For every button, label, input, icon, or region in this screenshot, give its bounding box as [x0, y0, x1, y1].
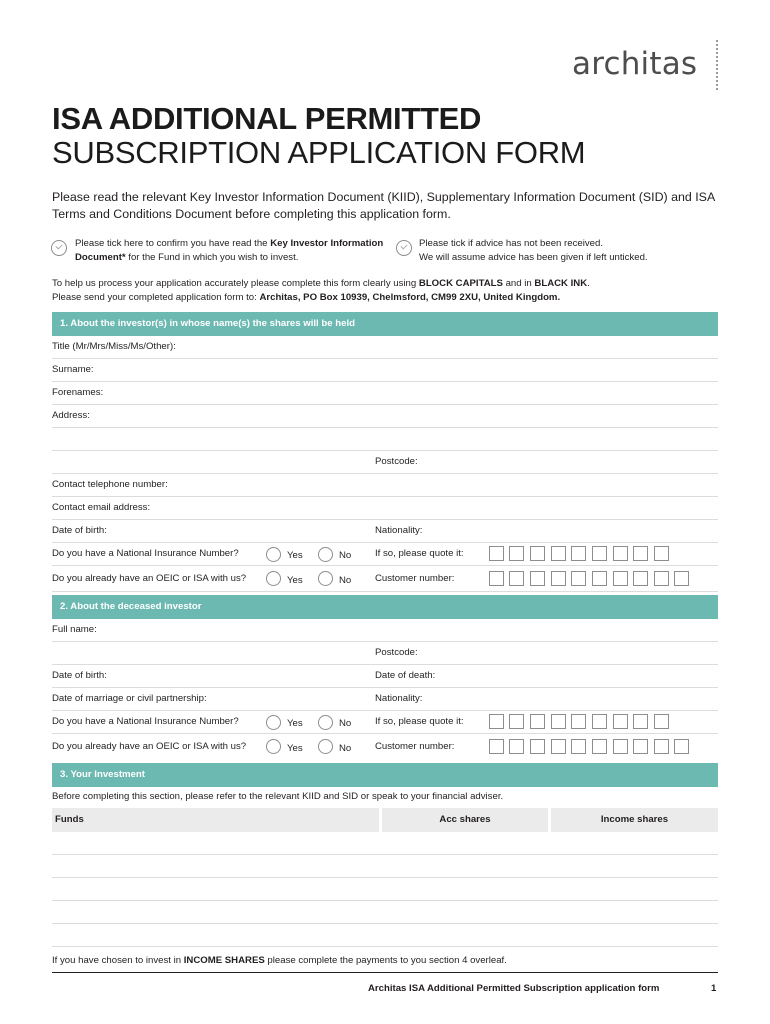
deceased-ni-row: Do you have a National Insurance Number? Yes No If so, please quote it:	[52, 711, 718, 734]
customer-number-label: Customer number:	[375, 573, 455, 584]
deceased-customer-number-box[interactable]	[551, 739, 566, 754]
oeic-row: Do you already have an OEIC or ISA with us? Yes No Customer number:	[52, 566, 718, 592]
surname-field[interactable]: Surname:	[52, 359, 718, 382]
ni-char-box[interactable]	[530, 546, 545, 561]
deceased-ni-char-box[interactable]	[613, 714, 628, 729]
customer-number-box[interactable]	[489, 571, 504, 586]
deceased-dod-label: Date of death:	[375, 670, 436, 681]
ni-char-box[interactable]	[551, 546, 566, 561]
instructions-line2: Please send your completed application form to: Architas, PO Box 10939, Chelmsford, CM99 2XU, United Kingdom.	[52, 291, 561, 303]
deceased-customer-number-box[interactable]	[633, 739, 648, 754]
deceased-ni-quote-label: If so, please quote it:	[375, 716, 464, 727]
customer-number-box[interactable]	[571, 571, 586, 586]
customer-number-box[interactable]	[509, 571, 524, 586]
ni-char-box[interactable]	[633, 546, 648, 561]
marriage-date-label: Date of marriage or civil partnership:	[52, 693, 207, 704]
deceased-marriage-row	[52, 688, 718, 711]
customer-number-box[interactable]	[613, 571, 628, 586]
investment-table-row[interactable]	[52, 901, 718, 924]
architas-logo: architas	[572, 46, 698, 82]
dob-label: Date of birth:	[52, 525, 107, 536]
ni-quote-label: If so, please quote it:	[375, 548, 464, 559]
no-advice-checkbox[interactable]	[396, 240, 412, 256]
address-postcode-row	[52, 451, 718, 474]
page-number: 1	[711, 983, 717, 994]
deceased-ni-char-box[interactable]	[551, 714, 566, 729]
ni-char-box[interactable]	[571, 546, 586, 561]
address-line3-field[interactable]	[52, 451, 370, 473]
oeic-question: Do you already have an OEIC or ISA with us?	[52, 573, 247, 584]
deceased-dates-row	[52, 665, 718, 688]
ni-yes-radio[interactable]	[266, 547, 281, 562]
kiid-confirm-label: Please tick here to confirm you have read the Key Investor Information Document* for the Fund in which you wish to invest.	[75, 238, 384, 263]
no-advice-line2: We will assume advice has been given if left unticked.	[419, 251, 648, 263]
ni-row: Do you have a National Insurance Number? Yes No If so, please quote it:	[52, 543, 718, 566]
form-title-line2: SUBSCRIPTION APPLICATION FORM	[52, 135, 586, 170]
deceased-oeic-row: Do you already have an OEIC or ISA with us? Yes No Customer number:	[52, 734, 718, 760]
investment-table-row[interactable]	[52, 878, 718, 901]
deceased-customer-number-box[interactable]	[530, 739, 545, 754]
dob-nationality-row	[52, 520, 718, 543]
col-income-header: Income shares	[551, 808, 718, 832]
postcode-label: Postcode:	[375, 456, 418, 467]
section3-header: 3. Your Investment	[52, 763, 718, 787]
address-line2-field[interactable]	[52, 428, 718, 451]
title-field[interactable]: Title (Mr/Mrs/Miss/Ms/Other):	[52, 336, 718, 359]
oeic-no-radio[interactable]	[318, 571, 333, 586]
deceased-ni-yes-radio[interactable]	[266, 715, 281, 730]
deceased-postcode-label: Postcode:	[375, 647, 418, 658]
investment-table-row[interactable]	[52, 924, 718, 947]
ni-question: Do you have a National Insurance Number?	[52, 548, 239, 559]
footer-title: Architas ISA Additional Permitted Subscription application form	[368, 983, 660, 994]
customer-number-box[interactable]	[654, 571, 669, 586]
logo-dots-decoration	[716, 40, 718, 90]
deceased-oeic-question: Do you already have an OEIC or ISA with us?	[52, 741, 247, 752]
deceased-name-line2-field[interactable]	[52, 642, 370, 664]
investment-table-header	[52, 808, 718, 832]
no-advice-line1: Please tick if advice has not been received.	[419, 238, 603, 249]
deceased-ni-char-box[interactable]	[571, 714, 586, 729]
ni-char-box[interactable]	[613, 546, 628, 561]
deceased-ni-char-box[interactable]	[633, 714, 648, 729]
income-shares-footnote: If you have chosen to invest in INCOME SHARES please complete the payments to you section 4 overleaf.	[52, 955, 507, 966]
customer-number-box[interactable]	[551, 571, 566, 586]
deceased-customer-number-box[interactable]	[509, 739, 524, 754]
deceased-customer-number-box[interactable]	[489, 739, 504, 754]
ni-char-box[interactable]	[509, 546, 524, 561]
deceased-customer-number-box[interactable]	[613, 739, 628, 754]
deceased-customer-number-label: Customer number:	[375, 741, 455, 752]
customer-number-box[interactable]	[592, 571, 607, 586]
address-field[interactable]: Address:	[52, 405, 718, 428]
deceased-ni-no-radio[interactable]	[318, 715, 333, 730]
deceased-ni-question: Do you have a National Insurance Number?	[52, 716, 239, 727]
deceased-customer-number-box[interactable]	[592, 739, 607, 754]
instructions-line1: To help us process your application accurately please complete this form clearly using BLOCK CAPITALS and in BLACK INK.	[52, 278, 590, 289]
section1-header: 1. About the investor(s) in whose name(s) the shares will be held	[52, 312, 718, 336]
ni-char-box[interactable]	[489, 546, 504, 561]
section2-header: 2. About the deceased investor	[52, 595, 718, 619]
deceased-ni-char-box[interactable]	[654, 714, 669, 729]
investment-table-row[interactable]	[52, 855, 718, 878]
telephone-field[interactable]: Contact telephone number:	[52, 474, 718, 497]
ni-char-box[interactable]	[592, 546, 607, 561]
investment-note-row	[52, 787, 718, 808]
deceased-customer-number-box[interactable]	[571, 739, 586, 754]
deceased-ni-char-box[interactable]	[509, 714, 524, 729]
deceased-dob-label: Date of birth:	[52, 670, 107, 681]
investment-table-row[interactable]	[52, 832, 718, 855]
customer-number-box[interactable]	[674, 571, 689, 586]
form-title-line1: ISA ADDITIONAL PERMITTED	[52, 101, 482, 136]
email-field[interactable]: Contact email address:	[52, 497, 718, 520]
deceased-full-name-field[interactable]: Full name:	[52, 619, 718, 642]
deceased-oeic-no-radio[interactable]	[318, 739, 333, 754]
deceased-postcode-row	[52, 642, 718, 665]
nationality-label: Nationality:	[375, 525, 423, 536]
footer-divider	[52, 972, 718, 973]
oeic-yes-radio[interactable]	[266, 571, 281, 586]
customer-number-box[interactable]	[633, 571, 648, 586]
col-funds-header: Funds	[52, 808, 379, 832]
deceased-ni-char-box[interactable]	[489, 714, 504, 729]
deceased-oeic-yes-radio[interactable]	[266, 739, 281, 754]
forenames-field[interactable]: Forenames:	[52, 382, 718, 405]
intro-text: Please read the relevant Key Investor Information Document (KIID), Supplementary Information Document (SID) and ISA Terms and Conditions Document before completing this application form.	[52, 190, 715, 221]
deceased-ni-char-box[interactable]	[530, 714, 545, 729]
col-acc-header: Acc shares	[382, 808, 548, 832]
ni-no-radio[interactable]	[318, 547, 333, 562]
customer-number-box[interactable]	[530, 571, 545, 586]
no-advice-label	[419, 237, 719, 264]
deceased-ni-char-box[interactable]	[592, 714, 607, 729]
kiid-confirm-checkbox[interactable]	[51, 240, 67, 256]
deceased-nationality-label: Nationality:	[375, 693, 423, 704]
deceased-customer-number-box[interactable]	[674, 739, 689, 754]
investment-note: Before completing this section, please refer to the relevant KIID and SID or speak to your financial adviser.	[52, 791, 504, 802]
instructions	[52, 277, 732, 304]
deceased-customer-number-box[interactable]	[654, 739, 669, 754]
ni-char-box[interactable]	[654, 546, 669, 561]
